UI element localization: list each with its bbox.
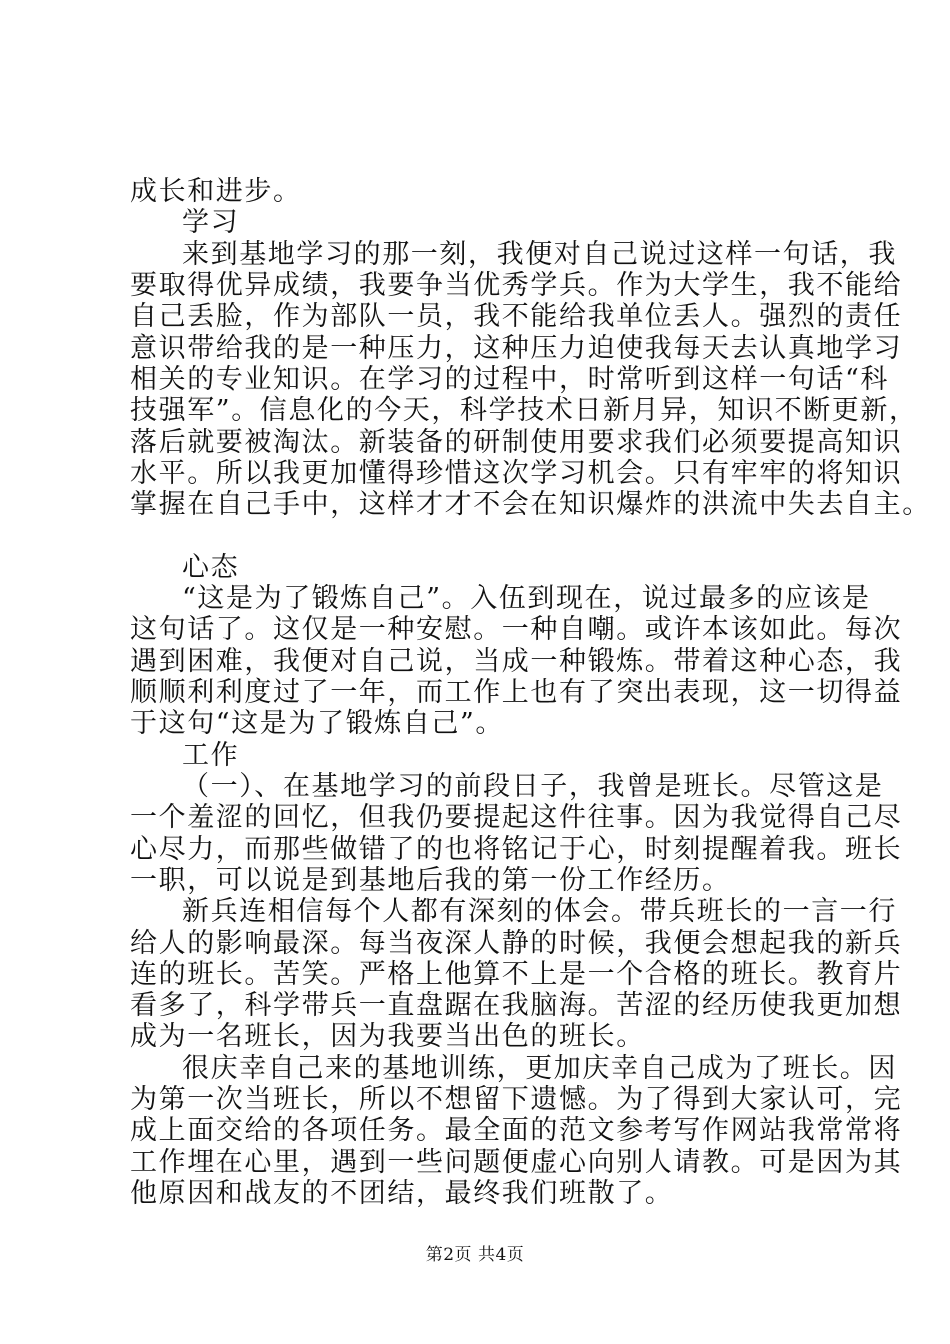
body-line: 给人的影响最深。每当夜深人静的时候，我便会想起我的新兵 [130,928,903,959]
page-number-footer: 第2页 共4页 [425,1245,525,1265]
body-line: 于这句“这是为了锻炼自己”。 [130,708,505,739]
body-line: 落后就要被淘汰。新装备的研制使用要求我们必须要提高知识 [130,427,903,458]
body-line: 为第一次当班长，所以不想留下遗憾。为了得到大家认可，完 [130,1084,903,1115]
body-line: 成上面交给的各项任务。最全面的范文参考写作网站我常常将 [130,1115,903,1146]
body-line: 自己丢脸，作为部队一员，我不能给我单位丢人。强烈的责任 [130,301,903,332]
body-line: 成长和进步。 [130,176,302,207]
body-line: 他原因和战友的不团结，最终我们班散了。 [130,1178,674,1209]
body-line: 一职，可以说是到基地后我的第一份工作经历。 [130,865,731,896]
body-line: 连的班长。苦笑。严格上他算不上是一个合格的班长。教育片 [130,959,903,990]
body-line: 相关的专业知识。在学习的过程中，时常听到这样一句话“科 [130,364,890,395]
body-line: 这句话了。这仅是一种安慰。一种自嘲。或许本该如此。每次 [130,614,903,645]
body-line: 水平。所以我更加懂得珍惜这次学习机会。只有牢牢的将知识 [130,458,903,489]
paragraph-first-line: “这是为了锻炼自己”。入伍到现在，说过最多的应该是 [182,583,871,614]
paragraph-first-line: 新兵连相信每个人都有深刻的体会。带兵班长的一言一行 [182,896,897,927]
body-line: 掌握在自己手中，这样才才不会在知识爆炸的洪流中失去自主。 [130,489,931,520]
body-line: 一个羞涩的回忆，但我仍要提起这件往事。因为我觉得自己尽 [130,802,903,833]
body-line: 心尽力，而那些做错了的也将铭记于心，时刻提醒着我。班长 [130,834,903,865]
paragraph-first-line: 来到基地学习的那一刻，我便对自己说过这样一句话，我 [182,239,897,270]
body-line: 成为一名班长，因为我要当出色的班长。 [130,1021,645,1052]
paragraph-first-line: 很庆幸自己来的基地训练，更加庆幸自己成为了班长。因 [182,1053,897,1084]
body-line: 遇到困难，我便对自己说，当成一种锻炼。带着这种心态，我 [130,646,903,677]
body-line: 意识带给我的是一种压力，这种压力迫使我每天去认真地学习 [130,333,903,364]
section-heading-mindset: 心态 [182,552,240,583]
body-line: 技强军”。信息化的今天，科学技术日新月异，知识不断更新， [130,395,918,426]
body-line: 要取得优异成绩，我要争当优秀学兵。作为大学生，我不能给 [130,270,903,301]
paragraph-first-line: （一）、在基地学习的前段日子，我曾是班长。尽管这是 [182,771,884,802]
section-heading-study: 学习 [182,207,240,238]
section-heading-work: 工作 [182,740,240,771]
body-line: 工作埋在心里，遇到一些问题便虚心向别人请教。可是因为其 [130,1147,903,1178]
body-line: 顺顺利利度过了一年，而工作上也有了突出表现，这一切得益 [130,677,903,708]
body-line: 看多了，科学带兵一直盘踞在我脑海。苦涩的经历使我更加想 [130,990,903,1021]
